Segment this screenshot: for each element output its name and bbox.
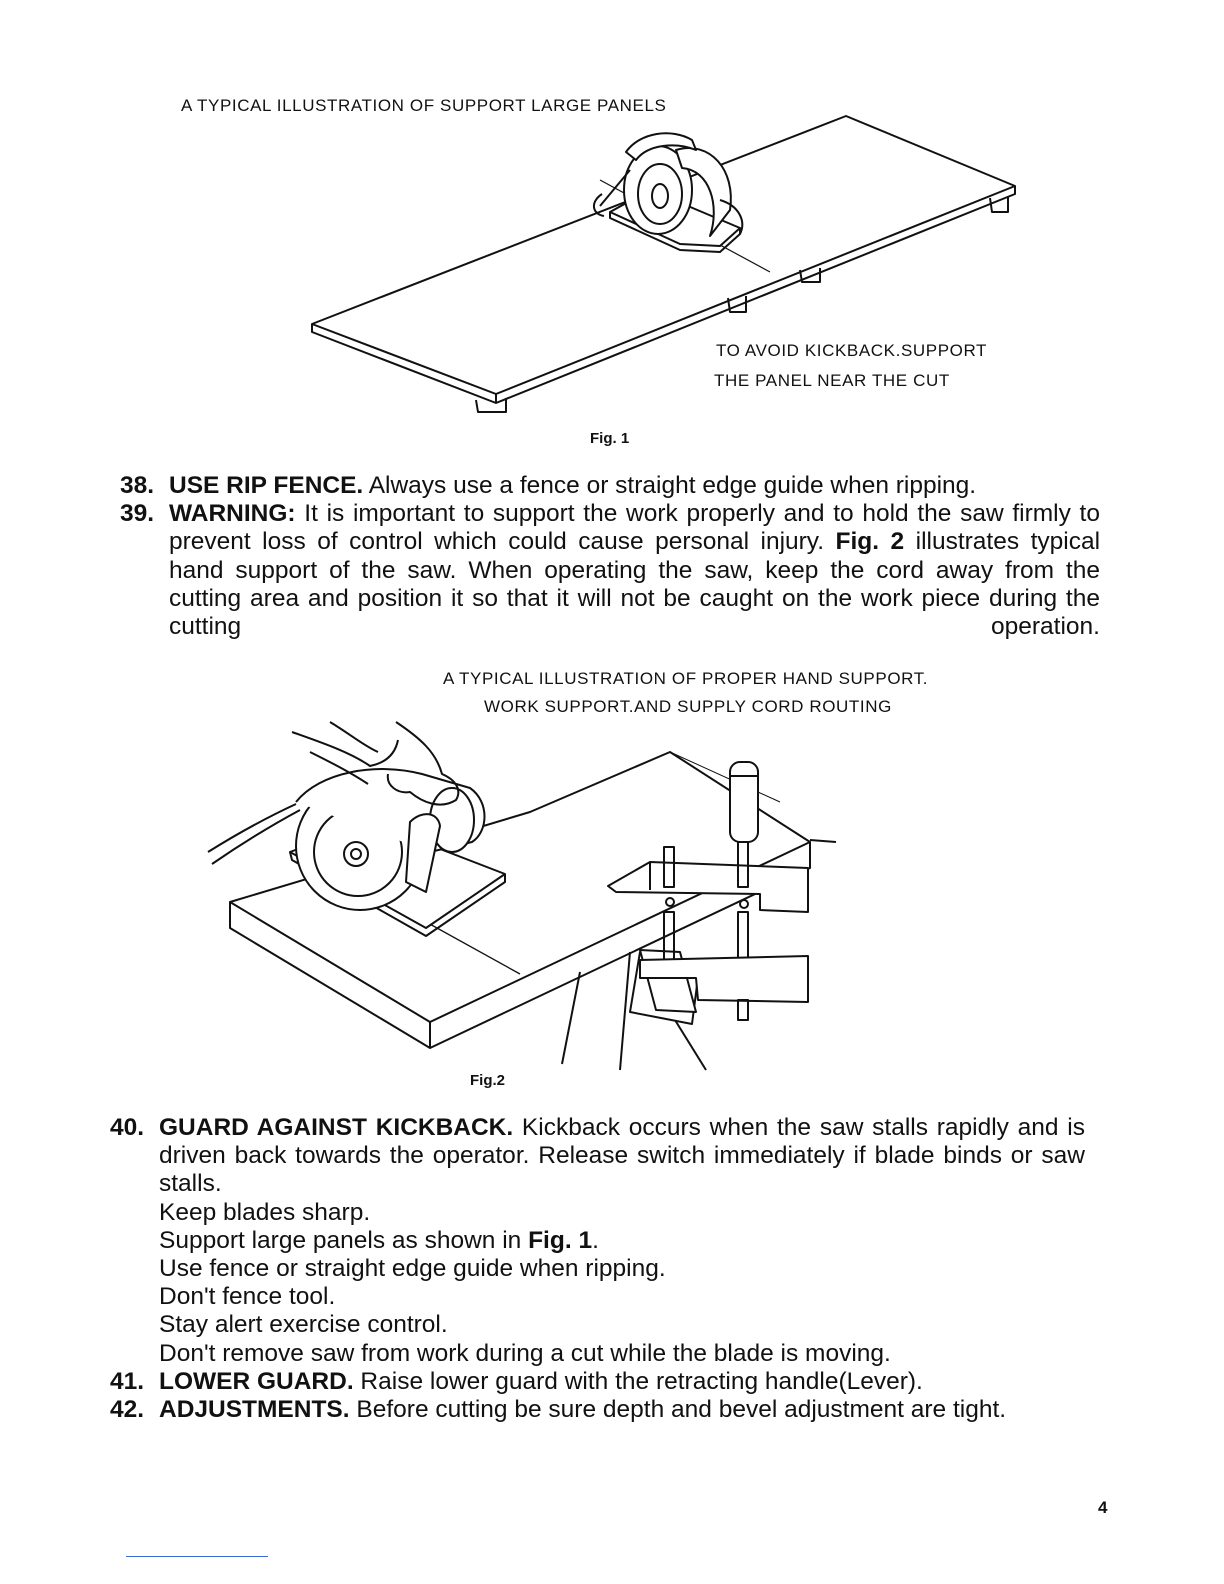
item-41-number: 41. <box>110 1367 145 1395</box>
item-42-number: 42. <box>110 1396 145 1424</box>
item-40-support-post: . <box>592 1226 599 1254</box>
item-38-text: Always use a fence or straight edge guide when ripping. <box>363 472 977 499</box>
item-39-number: 39. <box>120 500 155 528</box>
item-39-title: WARNING: <box>169 500 296 528</box>
fig2-caption-line2: WORK SUPPORT.AND SUPPLY CORD ROUTING <box>484 697 892 716</box>
item-40-line-fence: Use fence or straight edge guide when ripping. <box>159 1255 666 1283</box>
fig1-caption: A TYPICAL ILLUSTRATION OF SUPPORT LARGE PANELS <box>181 96 667 115</box>
item-41 <box>110 1368 1085 1396</box>
item-40-number: 40. <box>110 1114 145 1141</box>
item-40 <box>110 1114 1085 1199</box>
item-41-title: LOWER GUARD. <box>159 1367 354 1395</box>
page-number: 4 <box>1098 1498 1108 1517</box>
item-40-line-support <box>159 1227 1085 1255</box>
item-38-number: 38. <box>120 472 155 499</box>
fig1-note-line2: THE PANEL NEAR THE CUT <box>714 371 950 390</box>
item-40-support-pre: Support large panels as shown in <box>159 1226 529 1254</box>
fig2-label: Fig.2 <box>470 1072 506 1089</box>
item-40-support-ref: Fig. 1 <box>528 1226 593 1254</box>
item-39-text1: It is important to support the work properly and to hold the saw firmly to prevent loss of control which could cause personal injury. <box>169 500 1100 556</box>
item-42-text: Before cutting be sure depth and bevel adjustment are tight. <box>349 1396 1007 1424</box>
item-41-text: Raise lower guard with the retracting handle(Lever). <box>353 1367 923 1395</box>
item-40-title: GUARD AGAINST KICKBACK. <box>159 1114 514 1141</box>
item-40-text: Kickback occurs when the saw stalls rapidly and is driven back towards the operator. Release switch immediately if blade binds or saw stalls. <box>159 1114 1086 1198</box>
fig1-note-line1: TO AVOID KICKBACK.SUPPORT <box>716 341 988 360</box>
item-38 <box>120 472 1100 500</box>
item-40-sublist <box>110 1199 1085 1368</box>
item-40-line-alert: Stay alert exercise control. <box>159 1311 448 1339</box>
item-40-line-sharp: Keep blades sharp. <box>159 1198 371 1226</box>
footer-rule <box>126 1556 268 1557</box>
item-39 <box>120 500 1100 641</box>
item-42 <box>110 1396 1085 1424</box>
fig2-caption-line1: A TYPICAL ILLUSTRATION OF PROPER HAND SUPPORT. <box>443 669 929 688</box>
item-39-fig-ref: Fig. 2 <box>835 528 905 556</box>
section-40-42 <box>110 1114 1085 1424</box>
section-38-39 <box>120 472 1100 641</box>
fig2-illustration <box>200 712 850 1082</box>
fig1-label: Fig. 1 <box>590 430 630 447</box>
item-38-title: USE RIP FENCE. <box>169 472 364 499</box>
item-42-title: ADJUSTMENTS. <box>159 1396 350 1424</box>
item-40-line-remove: Don't remove saw from work during a cut while the blade is moving. <box>159 1339 891 1367</box>
item-39-text2: illustrates typical hand support of the saw. When operating the saw, keep the cord away from the cutting area and position it so that it will not be caught on the work piece during the cutting operation. <box>169 528 1101 641</box>
item-40-line-dont-fence: Don't fence tool. <box>159 1283 336 1311</box>
